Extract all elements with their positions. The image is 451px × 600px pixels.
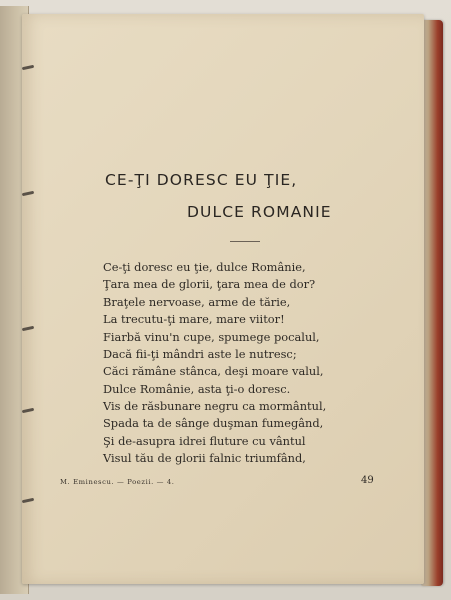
stanza-2 — [103, 398, 326, 468]
verse-line: Ce-ţi doresc eu ţie, dulce Românie, — [103, 260, 306, 274]
title-rule — [230, 241, 260, 242]
verse-line: Şi de-asupra idrei fluture cu vântul — [103, 433, 306, 448]
book-page — [22, 14, 424, 584]
book-cover-edge — [421, 20, 443, 586]
running-footer: M. Eminescu. — Poezii. — 4. — [60, 478, 175, 486]
verse-line: Vis de răsbunare negru ca mormântul, — [103, 399, 327, 413]
verse-line: Fiarbă vinu'n cupe, spumege pocalul, — [103, 329, 320, 344]
verse-line: Dacă fii-ţi mândri aste le nutresc; — [103, 347, 297, 362]
verse-line: Dulce Românie, asta ţi-o doresc. — [103, 381, 291, 396]
binding-stitch — [22, 65, 34, 70]
binding-stitch — [22, 498, 34, 503]
poem-title-line-1: CE-ŢI DORESC EU ŢIE, — [105, 171, 298, 189]
verse-line: Spada ta de sânge duşman fumegând, — [103, 416, 324, 431]
binding-stitch — [22, 408, 34, 413]
verse-line: Braţele nervoase, arme de tărie, — [103, 294, 291, 309]
stanza-1 — [103, 259, 324, 398]
verse-line: Căci rămâne stânca, deşi moare valul, — [103, 364, 324, 379]
page-number: 49 — [361, 475, 374, 486]
verse-line: Ţara mea de glorii, ţara mea de dor? — [103, 277, 316, 292]
binding-stitch — [22, 326, 34, 331]
poem-title-line-2: DULCE ROMANIE — [187, 203, 332, 221]
verse-line: Visul tău de glorii falnic triumfând, — [103, 451, 306, 466]
binding-stitch — [22, 191, 34, 196]
verse-line: La trecutu-ţi mare, mare viitor! — [103, 312, 285, 327]
